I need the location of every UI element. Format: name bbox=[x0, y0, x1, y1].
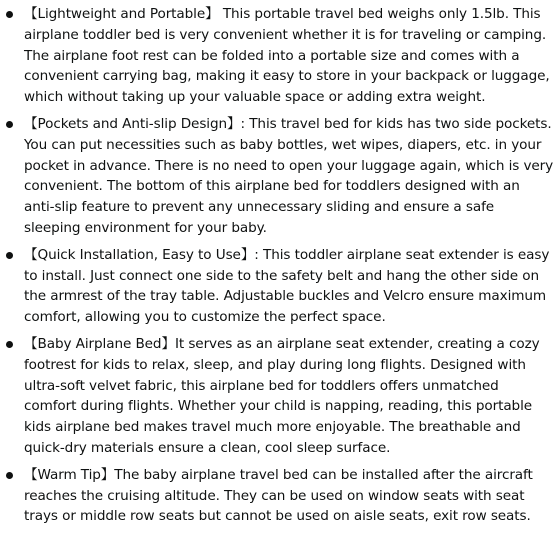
feature-bullet-pockets-anti-slip bbox=[0, 114, 558, 239]
feature-bullet-warm-tip bbox=[0, 465, 558, 527]
feature-bullet-text: 【Lightweight and Portable】 This portable travel bed weighs only 1.5lb. This airplane toddler bed is very convenient whether it is for traveling or camping. The airplane foot rest can be folded into a portable size and comes with a convenient carrying bag, making it easy to store in your backpack or luggage, which without taking up your valuable space or adding extra weight. bbox=[24, 6, 550, 106]
bullet-dot-icon bbox=[6, 11, 13, 18]
feature-bullet-list bbox=[0, 4, 558, 533]
feature-bullet-text: 【Quick Installation, Easy to Use】: This toddler airplane seat extender is easy to install. Just connect one side to the safety belt and hang the other side on the armrest of the tray table. Adjustable buckles and Velcro ensure maximum comfort, allowing you to customize the perfect space. bbox=[24, 246, 550, 326]
feature-bullet-baby-airplane-bed bbox=[0, 334, 558, 459]
bullet-dot-icon bbox=[6, 252, 13, 259]
feature-bullet-text: 【Baby Airplane Bed】It serves as an airplane seat extender, creating a cozy footrest for kids to relax, sleep, and play during long flights. Designed with ultra-soft velvet fabric, this airplane bed for toddlers offers unmatched comfort during flights. Whether your child is napping, reading, this portable kids airplane bed makes travel much more enjoyable. The breathable and quick-dry materials ensure a clean, cool sleep surface. bbox=[24, 335, 540, 456]
feature-bullet-quick-installation bbox=[0, 245, 558, 328]
bullet-dot-icon bbox=[6, 121, 13, 128]
feature-bullet-lightweight-portable bbox=[0, 4, 558, 108]
feature-bullet-text: 【Pockets and Anti-slip Design】: This travel bed for kids has two side pockets. You can put necessities such as baby bottles, wet wipes, diapers, etc. in your pocket in advance. There is no need to open your luggage again, which is very convenient. The bottom of this airplane bed for toddlers designed with an anti-slip feature to prevent any unnecessary sliding and ensure a safe sleeping environment for your baby. bbox=[24, 115, 554, 236]
feature-bullet-text: 【Warm Tip】The baby airplane travel bed can be installed after the aircraft reaches the cruising altitude. They can be used on window seats with seat trays or middle row seats but cannot be used on aisle seats, exit row seats. bbox=[24, 466, 533, 525]
bullet-dot-icon bbox=[6, 472, 13, 479]
bullet-dot-icon bbox=[6, 341, 13, 348]
